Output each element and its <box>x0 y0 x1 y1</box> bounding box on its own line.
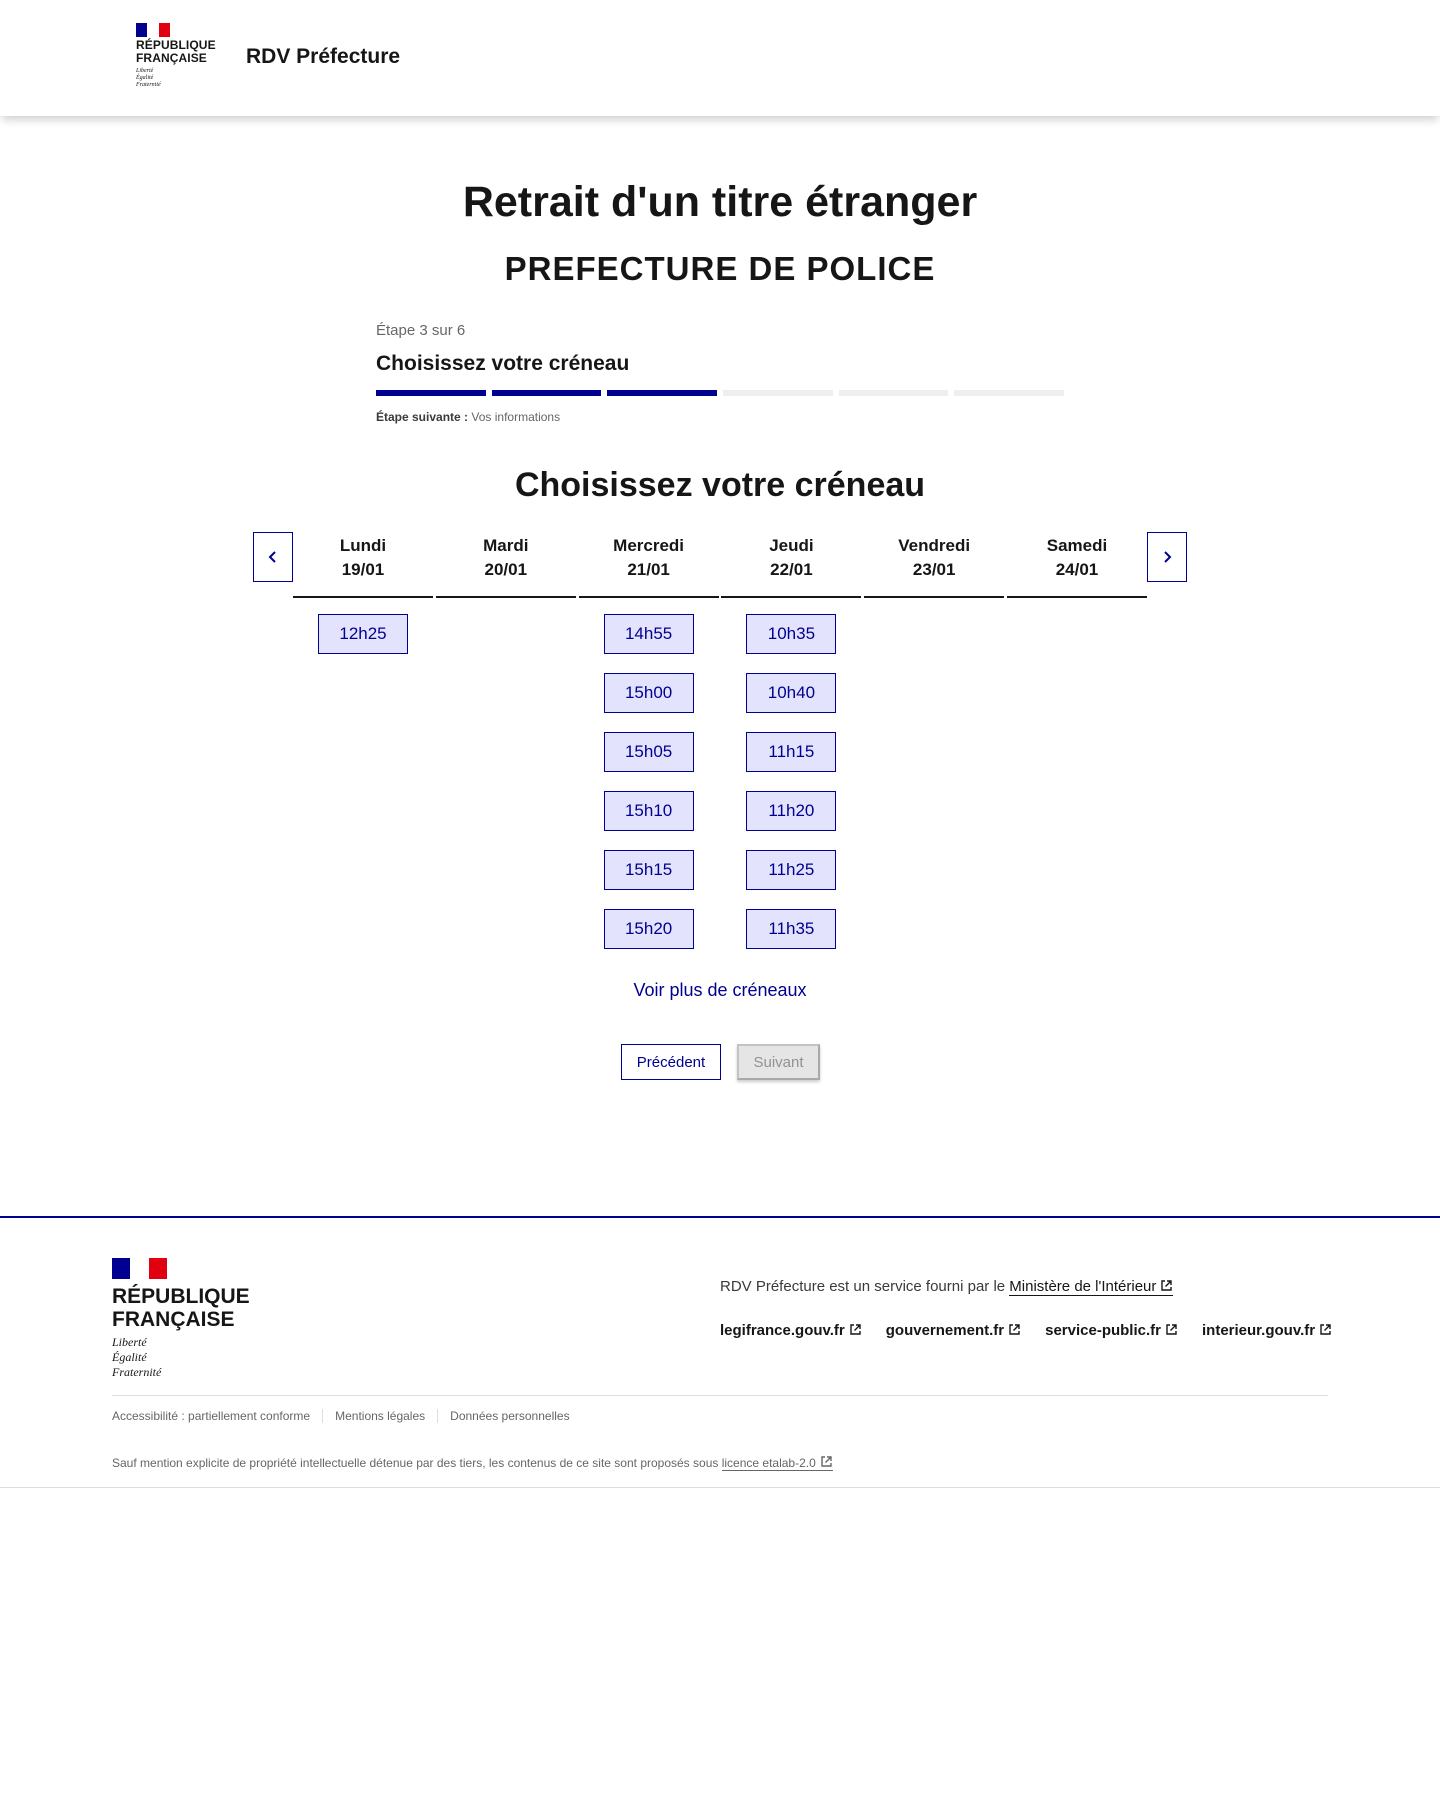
time-slot-button[interactable]: 15h20 <box>604 909 694 949</box>
license-link[interactable]: licence etalab-2.0 <box>722 1456 833 1471</box>
external-link-icon <box>820 1455 833 1468</box>
footer-desc-text: RDV Préfecture est un service fourni par le <box>720 1278 1006 1295</box>
footer-legal-links <box>112 1409 582 1423</box>
footer-republique-francaise-logo[interactable] <box>112 1258 250 1380</box>
day-header <box>721 532 861 598</box>
page-subtitle: PREFECTURE DE POLICE <box>504 250 936 287</box>
footer-bottom-border <box>0 1487 1440 1488</box>
stepper-next-step <box>376 410 1064 424</box>
stepper-title: Choisissez votre créneau <box>376 352 630 375</box>
calendar-days <box>293 532 1147 949</box>
day-date: 19/01 <box>341 560 385 579</box>
day-column <box>1007 532 1147 949</box>
time-slot-button[interactable]: 11h20 <box>746 791 836 831</box>
time-slot-button[interactable]: 11h35 <box>746 909 836 949</box>
time-slot-button[interactable]: 10h40 <box>746 673 836 713</box>
logo-text-line2: FRANÇAISE <box>136 51 207 65</box>
license-text: Sauf mention explicite de propriété intellectuelle détenue par des tiers, les contenus de ce site sont proposés sous <box>112 1456 719 1470</box>
flag-icon <box>136 23 170 37</box>
day-name: Mardi <box>483 536 529 555</box>
accessibility-link[interactable]: Accessibilité : partiellement conforme <box>112 1409 311 1423</box>
stepper-segment <box>954 390 1064 396</box>
republique-francaise-logo[interactable] <box>136 23 216 89</box>
chevron-right-icon <box>1160 550 1174 564</box>
day-header <box>579 532 719 598</box>
slot-list <box>721 614 861 949</box>
site-footer <box>0 1216 1440 1488</box>
service-title[interactable]: RDV Préfecture <box>246 45 401 68</box>
next-button: Suivant <box>737 1044 820 1080</box>
day-date: 23/01 <box>912 560 956 579</box>
time-slot-button[interactable]: 15h00 <box>604 673 694 713</box>
footer-logo-text-line1: RÉPUBLIQUE <box>112 1285 250 1308</box>
stepper-segment <box>723 390 833 396</box>
day-date: 24/01 <box>1055 560 1099 579</box>
footer-link-gouvernement[interactable]: gouvernement.fr <box>886 1322 1021 1339</box>
external-link-icon <box>849 1323 862 1336</box>
stepper-segment <box>607 390 717 396</box>
day-column <box>721 532 861 949</box>
day-name: Vendredi <box>898 536 971 555</box>
external-link-icon <box>1160 1279 1173 1292</box>
day-column <box>864 532 1004 949</box>
stepper-segment <box>839 390 949 396</box>
footer-links <box>720 1322 1332 1339</box>
time-slot-button[interactable]: 12h25 <box>318 614 408 654</box>
footer-link-legifrance[interactable]: legifrance.gouv.fr <box>720 1322 862 1339</box>
stepper-segment <box>376 390 486 396</box>
time-slot-button[interactable]: 14h55 <box>604 614 694 654</box>
day-date: 20/01 <box>484 560 528 579</box>
external-link-icon <box>1165 1323 1178 1336</box>
time-slot-button[interactable]: 10h35 <box>746 614 836 654</box>
day-header <box>293 532 433 598</box>
external-link-icon <box>1319 1323 1332 1336</box>
next-week-button[interactable] <box>1147 532 1187 582</box>
ministere-link[interactable]: Ministère de l'Intérieur <box>1009 1278 1173 1296</box>
slot-list <box>293 614 433 654</box>
day-name: Mercredi <box>613 536 685 555</box>
page-title: Retrait d'un titre étranger <box>462 178 978 226</box>
time-slot-button[interactable]: 15h05 <box>604 732 694 772</box>
flag-icon <box>112 1258 167 1279</box>
footer-divider <box>112 1395 1328 1396</box>
day-header <box>864 532 1004 598</box>
external-link-icon <box>1008 1323 1021 1336</box>
more-slots-link[interactable]: Voir plus de créneaux <box>633 980 807 1000</box>
time-slot-button[interactable]: 11h25 <box>746 850 836 890</box>
logo-text-line1: RÉPUBLIQUE <box>136 38 216 52</box>
stepper-next-value: Vos informations <box>471 410 561 424</box>
previous-week-button[interactable] <box>253 532 293 582</box>
footer-link-service-public[interactable]: service-public.fr <box>1045 1322 1178 1339</box>
previous-button[interactable]: Précédent <box>621 1044 721 1080</box>
day-header <box>436 532 576 598</box>
stepper-next-label: Étape suivante : <box>376 410 469 424</box>
day-column <box>579 532 719 949</box>
stepper-progress-bar <box>376 390 1064 396</box>
stepper-segment <box>492 390 602 396</box>
day-name: Samedi <box>1046 536 1108 555</box>
section-title: Choisissez votre créneau <box>514 466 926 504</box>
stepper <box>376 322 1064 424</box>
footer-description <box>720 1278 1173 1295</box>
day-date: 22/01 <box>770 560 813 579</box>
footer-link-interieur[interactable]: interieur.gouv.fr <box>1202 1322 1332 1339</box>
personal-data-link[interactable]: Données personnelles <box>437 1409 581 1423</box>
chevron-left-icon <box>266 550 280 564</box>
day-column <box>293 532 433 949</box>
time-slot-button[interactable]: 11h15 <box>746 732 836 772</box>
footer-logo-text-line2: FRANÇAISE <box>112 1308 235 1331</box>
time-slot-button[interactable]: 15h10 <box>604 791 694 831</box>
logo-devise: Liberté Égalité Fraternité <box>136 68 161 88</box>
day-date: 21/01 <box>627 560 670 579</box>
slot-list <box>579 614 719 949</box>
day-header <box>1007 532 1147 598</box>
time-slot-button[interactable]: 15h15 <box>604 850 694 890</box>
footer-license <box>112 1455 833 1470</box>
day-name: Jeudi <box>769 536 814 555</box>
site-header <box>0 0 1440 116</box>
day-name: Lundi <box>339 536 387 555</box>
day-column <box>436 532 576 949</box>
legal-notices-link[interactable]: Mentions légales <box>322 1409 437 1423</box>
stepper-state: Étape 3 sur 6 <box>376 322 466 339</box>
footer-logo-devise: Liberté Égalité Fraternité <box>112 1335 162 1379</box>
